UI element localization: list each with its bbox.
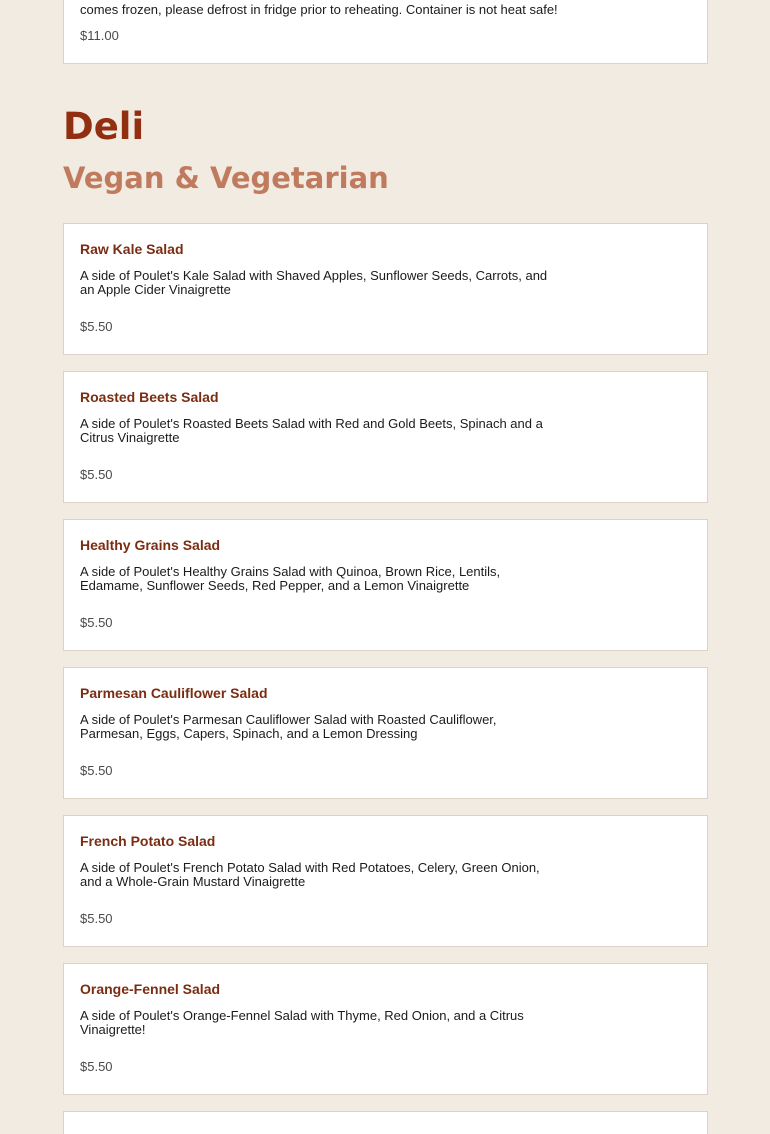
item-name[interactable]: Healthy Grains Salad xyxy=(80,537,221,553)
item-price: $11.00 xyxy=(80,28,119,43)
item-description: A side of Poulet's Roasted Beets Salad with Red and Gold Beets, Spinach and a Citrus Vinaigrette xyxy=(80,416,543,445)
section-subtitle: Vegan & Vegetarian xyxy=(63,161,389,195)
item-price: $5.50 xyxy=(80,763,113,778)
item-price: $5.50 xyxy=(80,467,113,482)
item-price: $5.50 xyxy=(80,911,113,926)
item-description: A side of Poulet's French Potato Salad with Red Potatoes, Celery, Green Onion, and a Whole-Grain Mustard Vinaigrette xyxy=(80,860,540,889)
item-price: $5.50 xyxy=(80,319,113,334)
menu-item-card[interactable] xyxy=(63,815,708,947)
section-title: Deli xyxy=(63,105,145,148)
menu-item-card[interactable] xyxy=(63,223,708,355)
item-name[interactable]: French Potato Salad xyxy=(80,833,216,849)
menu-item-card[interactable] xyxy=(63,963,708,1095)
menu-item-card-next[interactable] xyxy=(63,1111,708,1134)
item-description: A side of Poulet's Kale Salad with Shaved Apples, Sunflower Seeds, Carrots, and an Apple Cider Vinaigrette xyxy=(80,268,548,297)
item-price: $5.50 xyxy=(80,1059,113,1074)
item-name[interactable]: Roasted Beets Salad xyxy=(80,389,219,405)
item-name[interactable]: Orange-Fennel Salad xyxy=(80,981,221,997)
menu-item-card[interactable] xyxy=(63,519,708,651)
item-name[interactable]: Raw Kale Salad xyxy=(80,241,184,257)
item-description: A side of Poulet's Orange-Fennel Salad with Thyme, Red Onion, and a Citrus Vinaigrette! xyxy=(80,1008,524,1037)
item-name[interactable]: Parmesan Cauliflower Salad xyxy=(80,685,268,701)
item-description: comes frozen, please defrost in fridge prior to reheating. Container is not heat safe! xyxy=(80,2,558,17)
menu-item-card[interactable] xyxy=(63,371,708,503)
item-description: A side of Poulet's Parmesan Cauliflower Salad with Roasted Cauliflower, Parmesan, Eggs, Capers, Spinach, and a Lemon Dressing xyxy=(80,712,497,741)
item-description: A side of Poulet's Healthy Grains Salad with Quinoa, Brown Rice, Lentils, Edamame, Sunflower Seeds, Red Pepper, and a Lemon Vinaigrette xyxy=(80,564,501,593)
menu-item-card-previous[interactable] xyxy=(63,0,708,64)
menu-item-card[interactable] xyxy=(63,667,708,799)
item-price: $5.50 xyxy=(80,615,113,630)
